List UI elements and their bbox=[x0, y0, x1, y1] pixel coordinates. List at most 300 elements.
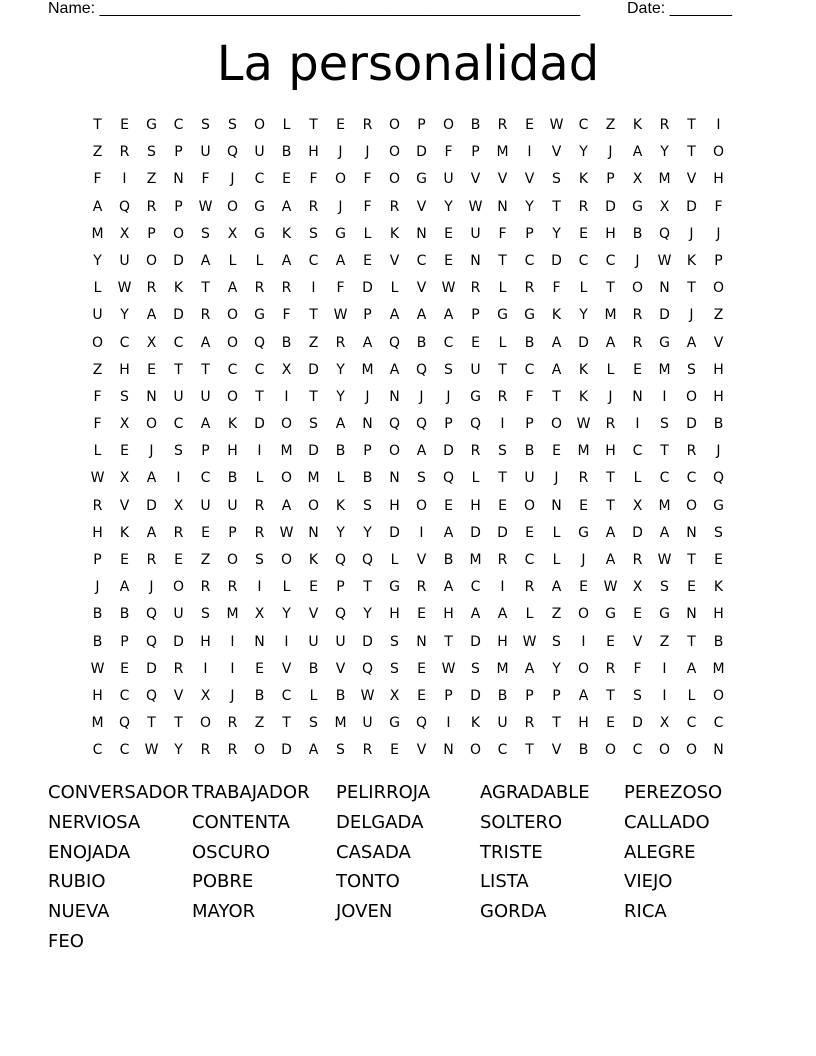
word-list-item: GORDA bbox=[480, 901, 547, 923]
grid-letter: R bbox=[389, 198, 400, 215]
grid-letter: C bbox=[632, 443, 643, 460]
grid-letter: L bbox=[552, 524, 561, 541]
grid-letter: I bbox=[284, 633, 289, 650]
grid-letter: E bbox=[309, 579, 318, 596]
grid-letter: C bbox=[524, 252, 535, 269]
grid-letter: I bbox=[230, 660, 235, 677]
grid-letter: T bbox=[282, 715, 291, 732]
grid-letter: V bbox=[308, 606, 319, 623]
grid-letter: G bbox=[389, 715, 400, 732]
grid-letter: S bbox=[120, 388, 129, 405]
grid-letter: G bbox=[416, 171, 427, 188]
grid-letter: S bbox=[444, 361, 453, 378]
grid-letter: M bbox=[658, 171, 671, 188]
grid-letter: J bbox=[338, 144, 343, 161]
name-line[interactable]: Name: ______________________________________________________ bbox=[48, 0, 581, 17]
grid-letter: D bbox=[416, 144, 427, 161]
grid-letter: F bbox=[336, 280, 345, 297]
grid-letter: V bbox=[497, 171, 508, 188]
grid-letter: P bbox=[363, 307, 372, 324]
grid-letter: O bbox=[280, 470, 293, 487]
word-list-item: TONTO bbox=[336, 871, 400, 893]
grid-letter: R bbox=[578, 198, 589, 215]
grid-row bbox=[84, 411, 732, 438]
date-line[interactable]: Date: _______ bbox=[627, 0, 732, 17]
grid-letter: I bbox=[527, 144, 532, 161]
grid-letter: M bbox=[496, 144, 509, 161]
grid-letter: H bbox=[470, 497, 481, 514]
grid-letter: H bbox=[605, 443, 616, 460]
grid-letter: D bbox=[173, 307, 184, 324]
grid-letter: F bbox=[525, 388, 534, 405]
word-list-item: ALEGRE bbox=[624, 841, 696, 863]
word-list-item: SOLTERO bbox=[480, 811, 563, 833]
grid-letter: C bbox=[686, 470, 697, 487]
grid-letter: A bbox=[497, 606, 508, 623]
grid-letter: U bbox=[335, 633, 346, 650]
grid-letter: R bbox=[254, 497, 265, 514]
grid-letter: P bbox=[471, 144, 480, 161]
grid-letter: E bbox=[444, 252, 453, 269]
grid-letter: R bbox=[497, 388, 508, 405]
grid-letter: S bbox=[309, 715, 318, 732]
grid-letter: W bbox=[333, 307, 348, 324]
grid-letter: A bbox=[443, 307, 454, 324]
grid-letter: N bbox=[173, 171, 184, 188]
grid-letter: I bbox=[716, 117, 721, 133]
word-list-item: TRABAJADOR bbox=[192, 782, 310, 803]
grid-row bbox=[84, 737, 732, 764]
grid-letter: U bbox=[200, 497, 211, 514]
grid-letter: Q bbox=[442, 470, 455, 487]
grid-letter: I bbox=[230, 633, 235, 650]
grid-letter: R bbox=[281, 280, 292, 297]
grid-letter: T bbox=[687, 552, 696, 568]
grid-letter: E bbox=[687, 579, 696, 596]
grid-letter: T bbox=[174, 361, 183, 378]
grid-letter: O bbox=[415, 497, 428, 514]
grid-letter: W bbox=[117, 280, 132, 297]
grid-letter: C bbox=[470, 579, 481, 596]
grid-letter: W bbox=[441, 660, 456, 677]
grid-letter: E bbox=[579, 225, 588, 242]
grid-letter: D bbox=[686, 416, 697, 433]
grid-letter: R bbox=[227, 715, 238, 732]
grid-letter: J bbox=[608, 144, 613, 161]
grid-letter: W bbox=[549, 117, 564, 133]
grid-letter: K bbox=[227, 416, 238, 433]
grid-letter: S bbox=[255, 552, 264, 568]
grid-letter: J bbox=[689, 225, 694, 242]
word-list bbox=[48, 778, 768, 957]
grid-letter: L bbox=[309, 687, 318, 704]
grid-letter: D bbox=[497, 524, 508, 541]
grid-letter: W bbox=[468, 198, 483, 215]
grid-letter: D bbox=[173, 633, 184, 650]
grid-letter: E bbox=[336, 117, 345, 133]
grid-letter: Y bbox=[552, 660, 561, 677]
grid-letter: A bbox=[443, 579, 454, 596]
grid-letter: E bbox=[363, 252, 372, 269]
grid-letter: V bbox=[686, 171, 697, 188]
grid-letter: R bbox=[200, 579, 211, 596]
grid-letter: B bbox=[416, 334, 427, 351]
grid-letter: K bbox=[470, 715, 481, 732]
grid-letter: O bbox=[334, 171, 347, 188]
grid-letter: J bbox=[608, 388, 613, 405]
word-list-item: FEO bbox=[48, 930, 84, 952]
grid-letter: A bbox=[200, 252, 211, 269]
grid-letter: V bbox=[416, 198, 427, 215]
grid-letter: T bbox=[606, 497, 615, 514]
grid-letter: J bbox=[230, 171, 235, 188]
word-list-item: OSCURO bbox=[192, 841, 271, 863]
grid-letter: M bbox=[712, 660, 725, 677]
grid-letter: L bbox=[606, 361, 615, 378]
grid-letter: G bbox=[605, 606, 616, 623]
grid-letter: O bbox=[388, 144, 401, 161]
grid-row bbox=[84, 683, 732, 710]
grid-letter: A bbox=[119, 579, 130, 596]
grid-row bbox=[84, 520, 732, 547]
grid-letter: J bbox=[419, 388, 424, 405]
grid-row bbox=[84, 656, 732, 683]
grid-letter: O bbox=[388, 117, 401, 133]
grid-letter: G bbox=[254, 198, 265, 215]
grid-letter: A bbox=[335, 252, 346, 269]
grid-letter: L bbox=[336, 470, 345, 487]
grid-letter: E bbox=[633, 606, 642, 623]
grid-letter: D bbox=[659, 307, 670, 324]
grid-letter: Y bbox=[660, 144, 669, 161]
grid-letter: T bbox=[201, 280, 210, 297]
grid-letter: U bbox=[92, 307, 103, 324]
grid-letter: O bbox=[712, 280, 725, 297]
grid-letter: F bbox=[93, 388, 102, 405]
grid-letter: I bbox=[662, 388, 667, 405]
grid-letter: N bbox=[713, 742, 724, 759]
grid-letter: O bbox=[226, 307, 239, 324]
grid-letter: K bbox=[578, 171, 589, 188]
grid-letter: E bbox=[444, 497, 453, 514]
grid-letter: M bbox=[496, 660, 509, 677]
grid-letter: B bbox=[92, 633, 103, 650]
grid-letter: U bbox=[497, 715, 508, 732]
grid-letter: L bbox=[255, 470, 264, 487]
grid-letter: U bbox=[470, 361, 481, 378]
grid-letter: J bbox=[365, 144, 370, 161]
grid-letter: W bbox=[198, 198, 213, 215]
grid-letter: S bbox=[309, 416, 318, 433]
grid-letter: E bbox=[498, 497, 507, 514]
grid-letter: L bbox=[687, 687, 696, 704]
grid-letter: T bbox=[498, 361, 507, 378]
grid-letter: U bbox=[443, 171, 454, 188]
grid-letter: T bbox=[174, 715, 183, 732]
grid-letter: H bbox=[389, 497, 400, 514]
grid-letter: W bbox=[90, 470, 105, 487]
grid-letter: C bbox=[254, 361, 265, 378]
grid-letter: X bbox=[632, 497, 643, 514]
grid-letter: B bbox=[713, 416, 724, 433]
grid-letter: X bbox=[254, 606, 265, 623]
grid-letter: L bbox=[498, 280, 507, 297]
grid-letter: Z bbox=[254, 715, 265, 732]
grid-letter: F bbox=[444, 144, 453, 161]
grid-letter: I bbox=[581, 633, 586, 650]
grid-letter: A bbox=[200, 334, 211, 351]
grid-letter: K bbox=[632, 117, 643, 133]
grid-letter: T bbox=[201, 361, 210, 378]
grid-letter: O bbox=[523, 497, 536, 514]
grid-letter: C bbox=[443, 334, 454, 351]
grid-letter: D bbox=[146, 497, 157, 514]
grid-row bbox=[84, 112, 732, 139]
grid-row bbox=[84, 438, 732, 465]
grid-letter: Z bbox=[146, 171, 157, 188]
grid-letter: A bbox=[389, 307, 400, 324]
grid-letter: P bbox=[93, 552, 102, 568]
grid-letter: O bbox=[685, 388, 698, 405]
grid-letter: C bbox=[605, 252, 616, 269]
grid-letter: O bbox=[280, 552, 293, 568]
grid-letter: A bbox=[200, 416, 211, 433]
grid-letter: P bbox=[363, 443, 372, 460]
grid-letter: O bbox=[388, 171, 401, 188]
grid-letter: U bbox=[254, 144, 265, 161]
grid-letter: O bbox=[253, 117, 266, 133]
grid-letter: Q bbox=[388, 334, 401, 351]
grid-letter: E bbox=[201, 524, 210, 541]
grid-letter: L bbox=[498, 334, 507, 351]
grid-letter: D bbox=[254, 416, 265, 433]
grid-letter: P bbox=[228, 524, 237, 541]
grid-letter: P bbox=[444, 687, 453, 704]
word-list-item: RUBIO bbox=[48, 871, 106, 893]
grid-letter: S bbox=[390, 660, 399, 677]
grid-letter: L bbox=[282, 117, 291, 133]
grid-letter: H bbox=[92, 524, 103, 541]
grid-letter: B bbox=[470, 117, 481, 133]
grid-letter: G bbox=[578, 524, 589, 541]
grid-letter: A bbox=[281, 198, 292, 215]
grid-letter: Y bbox=[120, 307, 129, 324]
grid-letter: D bbox=[308, 443, 319, 460]
grid-letter: S bbox=[147, 144, 156, 161]
grid-letter: B bbox=[254, 687, 265, 704]
grid-letter: V bbox=[335, 660, 346, 677]
grid-letter: Y bbox=[174, 742, 183, 759]
grid-letter: T bbox=[147, 715, 156, 732]
grid-letter: U bbox=[308, 633, 319, 650]
grid-letter: O bbox=[712, 687, 725, 704]
grid-row bbox=[84, 330, 732, 357]
grid-letter: O bbox=[253, 742, 266, 759]
grid-letter: S bbox=[174, 443, 183, 460]
grid-letter: X bbox=[389, 687, 400, 704]
grid-letter: D bbox=[632, 715, 643, 732]
grid-letter: J bbox=[716, 225, 721, 242]
grid-letter: N bbox=[443, 742, 454, 759]
grid-letter: A bbox=[308, 742, 319, 759]
grid-letter: O bbox=[388, 443, 401, 460]
grid-letter: Q bbox=[658, 225, 671, 242]
grid-letter: M bbox=[226, 606, 239, 623]
grid-letter: O bbox=[172, 225, 185, 242]
word-list-item: PEREZOSO bbox=[624, 782, 723, 803]
grid-letter: T bbox=[687, 633, 696, 650]
grid-letter: C bbox=[308, 252, 319, 269]
grid-letter: G bbox=[335, 225, 346, 242]
grid-letter: G bbox=[254, 225, 265, 242]
grid-letter: O bbox=[550, 416, 563, 433]
grid-letter: W bbox=[279, 524, 294, 541]
word-list-item: POBRE bbox=[192, 871, 254, 893]
grid-letter: D bbox=[578, 334, 589, 351]
grid-letter: Z bbox=[713, 307, 724, 324]
grid-letter: P bbox=[444, 416, 453, 433]
grid-letter: Y bbox=[363, 606, 372, 623]
grid-letter: Q bbox=[145, 633, 158, 650]
grid-letter: T bbox=[606, 687, 615, 704]
grid-letter: E bbox=[579, 579, 588, 596]
grid-letter: Z bbox=[92, 361, 103, 378]
grid-letter: A bbox=[632, 144, 643, 161]
grid-letter: T bbox=[660, 443, 669, 460]
grid-letter: O bbox=[91, 334, 104, 351]
grid-row bbox=[84, 629, 732, 656]
grid-letter: W bbox=[360, 687, 375, 704]
grid-letter: C bbox=[119, 742, 130, 759]
grid-letter: Z bbox=[92, 144, 103, 161]
grid-letter: R bbox=[524, 579, 535, 596]
grid-letter: K bbox=[578, 388, 589, 405]
grid-letter: C bbox=[578, 252, 589, 269]
grid-letter: M bbox=[361, 361, 374, 378]
grid-letter: S bbox=[309, 225, 318, 242]
grid-letter: O bbox=[307, 497, 320, 514]
grid-letter: A bbox=[605, 334, 616, 351]
grid-letter: U bbox=[173, 388, 184, 405]
grid-letter: S bbox=[201, 225, 210, 242]
word-list-item: CONVERSADOR bbox=[48, 782, 190, 803]
grid-letter: I bbox=[662, 660, 667, 677]
grid-letter: I bbox=[257, 443, 262, 460]
grid-letter: E bbox=[147, 361, 156, 378]
grid-letter: H bbox=[308, 144, 319, 161]
grid-letter: N bbox=[686, 606, 697, 623]
grid-letter: R bbox=[119, 144, 130, 161]
grid-letter: J bbox=[716, 443, 721, 460]
grid-letter: E bbox=[120, 660, 129, 677]
grid-letter: V bbox=[632, 633, 643, 650]
grid-letter: K bbox=[308, 552, 319, 568]
grid-letter: R bbox=[146, 198, 157, 215]
grid-letter: P bbox=[336, 579, 345, 596]
grid-letter: M bbox=[604, 307, 617, 324]
grid-letter: N bbox=[146, 388, 157, 405]
grid-letter: A bbox=[578, 687, 589, 704]
grid-letter: J bbox=[689, 307, 694, 324]
grid-letter: J bbox=[149, 443, 154, 460]
grid-letter: W bbox=[441, 280, 456, 297]
grid-letter: Z bbox=[200, 552, 211, 568]
grid-letter: W bbox=[657, 252, 672, 269]
grid-letter: I bbox=[284, 388, 289, 405]
grid-letter: P bbox=[525, 416, 534, 433]
grid-letter: E bbox=[120, 443, 129, 460]
grid-letter: L bbox=[93, 443, 102, 460]
grid-letter: S bbox=[660, 579, 669, 596]
grid-row bbox=[84, 302, 732, 329]
grid-letter: D bbox=[470, 633, 481, 650]
grid-letter: W bbox=[603, 579, 618, 596]
grid-letter: M bbox=[91, 715, 104, 732]
grid-letter: R bbox=[497, 552, 508, 568]
grid-letter: U bbox=[470, 225, 481, 242]
grid-letter: T bbox=[552, 388, 561, 405]
grid-letter: F bbox=[201, 171, 210, 188]
grid-letter: C bbox=[713, 715, 724, 732]
grid-letter: Q bbox=[118, 715, 131, 732]
grid-letter: B bbox=[92, 606, 103, 623]
grid-letter: V bbox=[416, 280, 427, 297]
grid-letter: D bbox=[281, 742, 292, 759]
grid-letter: E bbox=[525, 524, 534, 541]
grid-letter: E bbox=[471, 334, 480, 351]
word-list-item: DELGADA bbox=[336, 811, 424, 833]
grid-letter: E bbox=[120, 552, 129, 568]
grid-letter: X bbox=[659, 715, 670, 732]
grid-letter: L bbox=[255, 252, 264, 269]
grid-letter: M bbox=[307, 470, 320, 487]
grid-letter: H bbox=[578, 715, 589, 732]
grid-letter: K bbox=[713, 579, 724, 596]
grid-letter: X bbox=[281, 361, 292, 378]
grid-letter: C bbox=[524, 361, 535, 378]
grid-letter: H bbox=[497, 633, 508, 650]
grid-letter: L bbox=[228, 252, 237, 269]
grid-letter: N bbox=[416, 633, 427, 650]
grid-letter: Y bbox=[579, 307, 588, 324]
grid-letter: H bbox=[227, 443, 238, 460]
grid-letter: Q bbox=[253, 334, 266, 351]
grid-letter: I bbox=[257, 579, 262, 596]
grid-row bbox=[84, 384, 732, 411]
grid-letter: J bbox=[554, 470, 559, 487]
grid-letter: P bbox=[471, 307, 480, 324]
grid-letter: V bbox=[119, 497, 130, 514]
grid-letter: Q bbox=[712, 470, 725, 487]
grid-letter: A bbox=[686, 660, 697, 677]
grid-letter: R bbox=[605, 660, 616, 677]
grid-letter: E bbox=[444, 225, 453, 242]
grid-row bbox=[84, 139, 732, 166]
grid-letter: R bbox=[578, 470, 589, 487]
grid-letter: O bbox=[685, 497, 698, 514]
grid-row bbox=[84, 275, 732, 302]
grid-letter: O bbox=[226, 388, 239, 405]
grid-letter: Y bbox=[336, 388, 345, 405]
grid-letter: A bbox=[146, 470, 157, 487]
grid-letter: F bbox=[93, 416, 102, 433]
grid-letter: V bbox=[470, 171, 481, 188]
grid-letter: J bbox=[365, 388, 370, 405]
grid-letter: Q bbox=[118, 198, 131, 215]
grid-letter: Q bbox=[334, 606, 347, 623]
grid-letter: S bbox=[552, 633, 561, 650]
grid-letter: E bbox=[417, 687, 426, 704]
